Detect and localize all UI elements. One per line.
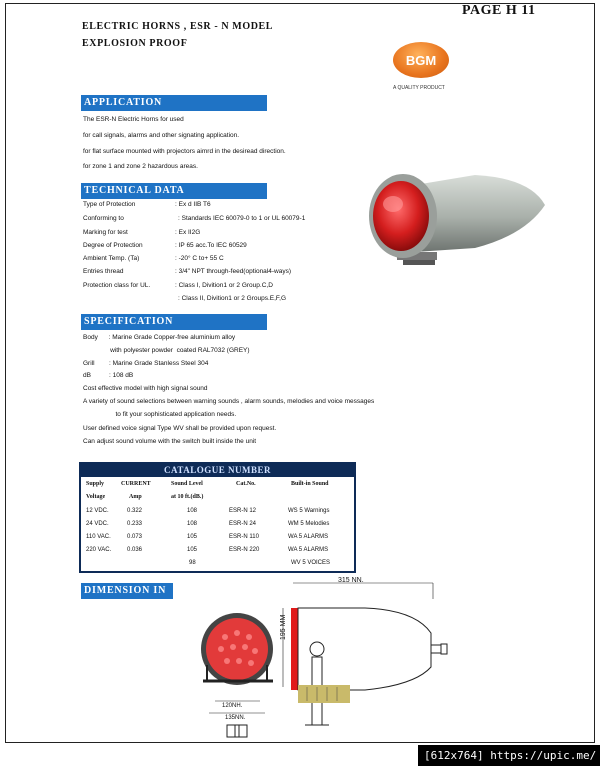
dim-height: 195 MM bbox=[280, 614, 287, 640]
tech-value: : -20° C to+ 55 C bbox=[175, 255, 224, 262]
table-cell: ESR-N 110 bbox=[229, 534, 259, 540]
tech-label: Protection class for UL. bbox=[83, 282, 151, 289]
table-cell: 110 VAC. bbox=[86, 534, 111, 540]
table-cell: ESR-N 12 bbox=[229, 508, 257, 514]
tech-value: : Ex II2G bbox=[175, 229, 201, 236]
application-line: for zone 1 and zone 2 hazardous areas. bbox=[83, 163, 198, 170]
specification-heading: SPECIFICATION bbox=[81, 314, 267, 330]
table-cell: ESR-N 220 bbox=[229, 547, 260, 553]
page-number: PAGE H 11 bbox=[462, 3, 536, 18]
tech-value: : Class II, Divition1 or 2 Groups.E,F,G bbox=[178, 295, 287, 302]
dim-width-outer: 135NN. bbox=[225, 715, 246, 721]
table-cell: 108 bbox=[187, 521, 198, 527]
spec-line: Can adjust sound volume with the switch built inside the unit bbox=[83, 438, 257, 445]
tech-value: : Standards IEC 60079-0 to 1 or UL 60079-1 bbox=[178, 215, 306, 222]
tech-value: : 3/4" NPT through-feed(optional4-ways) bbox=[175, 268, 291, 275]
table-cell: WA 5 ALARMS bbox=[288, 547, 329, 553]
spec-line: Body : Marine Grade Copper-free aluminium alloy bbox=[83, 334, 236, 341]
table-cell: WA 5 ALARMS bbox=[288, 534, 329, 540]
tech-label: Ambient Temp. (Ta) bbox=[83, 255, 140, 262]
dimension-heading: DIMENSION IN MM bbox=[81, 583, 173, 599]
table-cell: 105 bbox=[187, 534, 198, 540]
col-header: Amp bbox=[129, 494, 142, 500]
col-header: Sound Level bbox=[171, 481, 203, 487]
tech-label: Marking for test bbox=[83, 229, 128, 236]
catalogue-heading: CATALOGUE NUMBER bbox=[81, 464, 354, 477]
dim-length: 315 NN. bbox=[338, 577, 364, 584]
tech-value: : Ex d IIB T6 bbox=[175, 201, 211, 208]
spec-line: Cost effective model with high signal sound bbox=[83, 385, 208, 392]
image-host-watermark: [612x764] https://upic.me/ bbox=[418, 745, 600, 766]
application-line: for call signals, alarms and other signating application. bbox=[83, 132, 240, 139]
table-cell: 220 VAC. bbox=[86, 547, 112, 553]
spec-line: to fit your sophisticated application needs. bbox=[83, 411, 237, 418]
tech-label: Type of Protection bbox=[83, 201, 136, 208]
application-heading: APPLICATION bbox=[81, 95, 267, 111]
tech-value: : IP 65 acc.To IEC 60529 bbox=[175, 242, 247, 249]
spec-line: dB : 108 dB bbox=[83, 372, 134, 379]
table-cell: WV 5 VOICES bbox=[291, 560, 331, 566]
technical-heading: TECHNICAL DATA bbox=[81, 183, 267, 199]
table-cell: 98 bbox=[189, 560, 196, 566]
table-cell: 0.036 bbox=[127, 547, 143, 553]
table-cell: WM 5 Melodies bbox=[288, 521, 330, 527]
bgm-logo: BGM bbox=[393, 42, 449, 78]
spec-line: User defined voice signal Type WV shall be provided upon request. bbox=[83, 425, 277, 432]
dim-width-inner: 120NH. bbox=[222, 703, 243, 709]
page-subtitle: EXPLOSION PROOF bbox=[82, 38, 188, 49]
col-header: CURRENT bbox=[121, 481, 151, 487]
table-cell: 0.233 bbox=[127, 521, 143, 527]
tech-value: : Class I, Divition1 or 2 Group.C,D bbox=[175, 282, 273, 289]
tech-label: Entries thread bbox=[83, 268, 124, 275]
table-cell: ESR-N 24 bbox=[229, 521, 257, 527]
col-header: Voltage bbox=[86, 494, 106, 500]
horn-photo bbox=[355, 160, 555, 275]
col-header: Supply bbox=[86, 481, 105, 487]
catalogue-table bbox=[79, 462, 356, 573]
col-header: Built-in Sound bbox=[291, 481, 329, 487]
spec-line: A variety of sound selections between warning sounds , alarm sounds, melodies and voice messages bbox=[83, 398, 375, 405]
brand-tagline: A QUALITY PRODUCT bbox=[393, 85, 445, 91]
spec-line: with polyester powder coated RAL7032 (GREY) bbox=[83, 347, 250, 354]
application-line: for flat surface mounted with projectors aimrd in the desiread direction. bbox=[83, 148, 286, 155]
table-cell: WS 5 Warnings bbox=[288, 508, 330, 514]
table-cell: 108 bbox=[187, 508, 198, 514]
table-cell: 105 bbox=[187, 547, 198, 553]
col-header: at 10 ft.(dB.) bbox=[171, 494, 204, 500]
tech-label: Conforming to bbox=[83, 215, 124, 222]
table-cell: 0.322 bbox=[127, 508, 143, 514]
table-cell: 12 VDC. bbox=[86, 508, 109, 514]
page-title: ELECTRIC HORNS , ESR - N MODEL bbox=[82, 21, 274, 32]
table-cell: 24 VDC. bbox=[86, 521, 109, 527]
spec-line: Grill : Marine Grade Stanless Steel 304 bbox=[83, 360, 209, 367]
tech-label: Degree of Protection bbox=[83, 242, 143, 249]
col-header: Cat.No. bbox=[236, 481, 256, 487]
table-cell: 0.073 bbox=[127, 534, 143, 540]
application-line: The ESR-N Electric Horns for used bbox=[83, 116, 184, 123]
